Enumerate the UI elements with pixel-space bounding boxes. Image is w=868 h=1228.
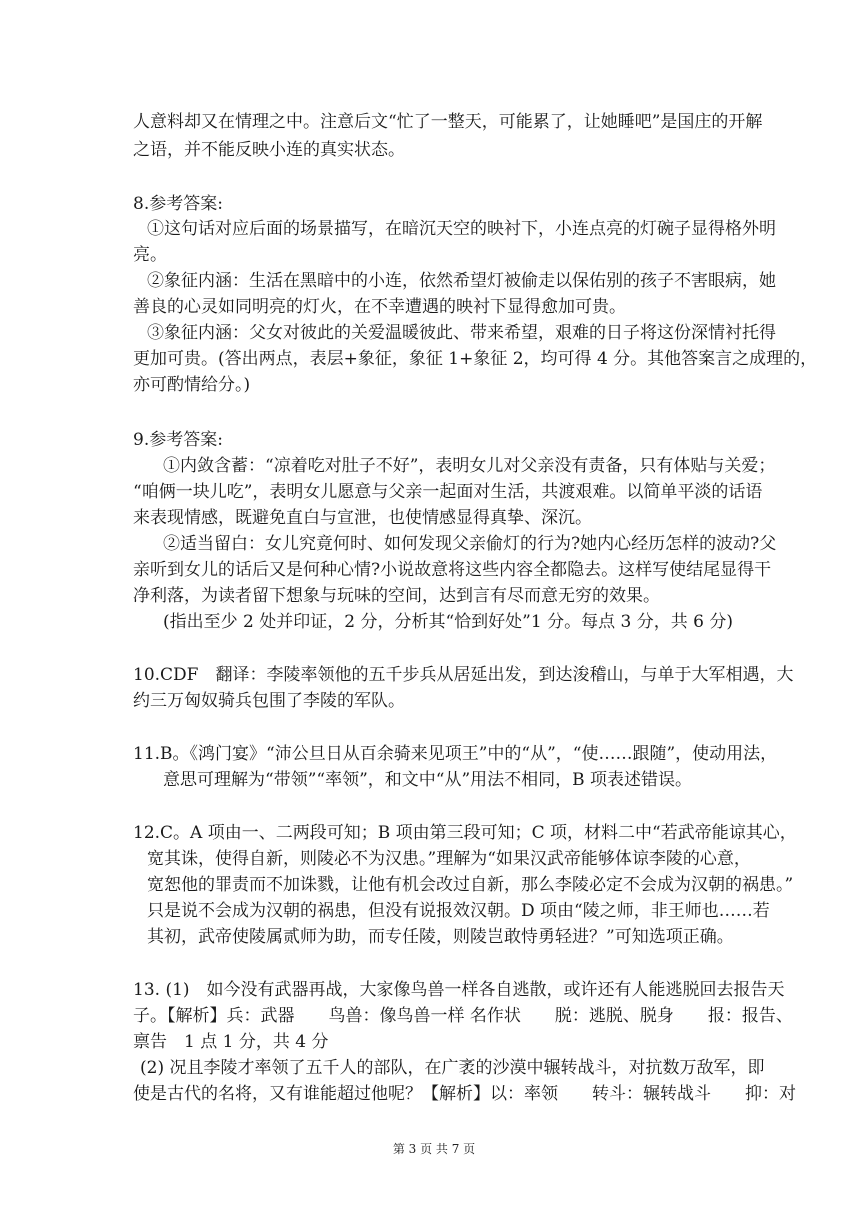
answer-heading: 9.参考答案: [133,430,223,450]
text-line: 之语，并不能反映小连的真实状态。 [133,140,405,160]
page-footer: 第 3 页 共 7 页 [392,1142,476,1156]
text-line: 宽恕他的罪责而不加诛戮，让他有机会改过自新，那么李陵必定不会成为汉朝的祸患。” [147,875,794,895]
text-line: 亦可酌情给分。) [133,375,251,395]
text-line: ③象征内涵：父女对彼此的关爱温暖彼此、带来希望，艰难的日子将这份深情衬托得 [147,323,776,343]
text-line: 意思可理解为“带领”“率领”，和文中“从”用法不相同，B 项表述错误。 [163,770,693,790]
text-line: ②象征内涵：生活在黑暗中的小连，依然希望灯被偷走以保佑别的孩子不害眼病，她 [147,271,776,291]
text-line: ①这句话对应后面的场景描写，在暗沉天空的映衬下，小连点亮的灯碗子显得格外明 [147,219,776,239]
scoring-note: (指出至少 2 处并印证，2 分，分析其“恰到好处”1 分。每点 3 分，共 6 分) [163,612,733,632]
text-line: 更加可贵。(答出两点，表层+象征，象征 1+象征 2，均可得 4 分。其他答案言之成理的， [133,349,818,369]
text-line: 12.C。A 项由一、二两段可知；B 项由第三段可知；C 项，材料二中“若武帝能谅其心， [133,823,797,843]
answer-heading: 8.参考答案: [133,194,223,214]
text-line: 禀告 1 点 1 分，共 4 分 [133,1032,329,1052]
text-line: 人意料却又在情理之中。注意后文“忙了一整天，可能累了，让她睡吧”是国庄的开解 [133,112,763,132]
text-line: 亲听到女儿的话后又是何种心情?小说故意将这些内容全都隐去。这样写使结尾显得干 [133,560,772,580]
text-line: 使是古代的名将，又有谁能超过他呢？【解析】以：率领 转斗：辗转战斗 抑：对 [133,1084,796,1104]
text-line: ①内敛含蓄：“凉着吃对肚子不好”，表明女儿对父亲没有责备，只有体贴与关爱； [163,456,776,476]
text-line: 只是说不会成为汉朝的祸患，但没有说报效汉朝。D 项由“陵之师，非王师也……若 [147,901,770,921]
text-line: ②适当留白：女儿究竟何时、如何发现父亲偷灯的行为?她内心经历怎样的波动?父 [163,534,777,554]
text-line: 来表现情感，既避免直白与宣泄，也使情感显得真挚、深沉。 [133,508,592,528]
text-line: 约三万匈奴骑兵包围了李陵的军队。 [133,691,405,711]
text-line: 11.B。《鸿门宴》“沛公旦日从百余骑来见项王”中的“从”，“使……跟随”，使动用法， [133,744,778,764]
text-line: “咱俩一块儿吃”，表明女儿愿意与父亲一起面对生活，共渡艰难。以简单平淡的话语 [133,482,763,502]
text-line: 宽其诛，使得自新，则陵必不为汉患。”理解为“如果汉武帝能够体谅李陵的心意， [147,849,751,869]
text-line: (2) 况且李陵才率领了五千人的部队，在广袤的沙漠中辗转战斗，对抗数万敌军，即 [140,1058,765,1078]
text-line: 13. (1) 如今没有武器再战，大家像鸟兽一样各自逃散，或许还有人能逃脱回去报告天 [133,980,785,1000]
text-line: 净利落，为读者留下想象与玩味的空间，达到言有尽而意无穷的效果。 [133,586,660,606]
text-line: 善良的心灵如同明亮的灯火，在不幸遭遇的映衬下显得愈加可贵。 [133,297,626,317]
text-line: 子。【解析】兵：武器 鸟兽：像鸟兽一样 名作状 脱：逃脱、脱身 报：报告、 [133,1006,793,1026]
text-line: 其初，武帝使陵属贰师为助，而专任陵，则陵岂敢恃勇轻进？”可知选项正确。 [147,927,734,947]
text-line: 亮。 [133,245,167,265]
text-line: 10.CDF 翻译：李陵率领他的五千步兵从居延出发，到达浚稽山，与单于大军相遇，大 [133,665,794,685]
